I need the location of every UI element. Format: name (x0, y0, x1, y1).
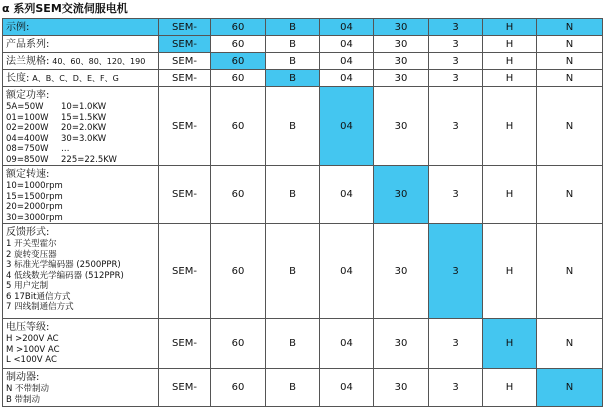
row-label: 电压等级: H >200V AC M >100V AC L <100V AC (3, 319, 159, 369)
code-cell: B (266, 319, 320, 369)
code-cell: 60 (211, 224, 266, 319)
code-cell: 30 (374, 53, 429, 70)
code-cell: 60 (211, 166, 266, 224)
code-cell: 60 (211, 19, 266, 36)
code-cell: H (483, 70, 537, 87)
table-row-flange (3, 53, 603, 70)
code-cell: 3 (429, 166, 483, 224)
code-cell: 60 (211, 87, 266, 166)
code-cell: H (483, 166, 537, 224)
code-cell: B (266, 70, 320, 87)
code-cell: 30 (374, 369, 429, 407)
code-cell: SEM- (159, 319, 211, 369)
code-cell: 30 (374, 36, 429, 53)
row-label: 制动器: N 不带制动 B 带制动 (3, 369, 159, 407)
code-cell: 60 (211, 36, 266, 53)
row-label: 长度: A、B、C、D、E、F、G (3, 70, 159, 87)
model-code-table (2, 18, 603, 407)
code-cell: N (537, 19, 603, 36)
code-cell: N (537, 369, 603, 407)
row-label: 示例: (3, 19, 159, 36)
code-cell: 04 (320, 19, 374, 36)
table-row-feedback (3, 224, 603, 319)
table-row-example (3, 19, 603, 36)
page-title: α 系列SEM交流伺服电机 (2, 2, 128, 15)
code-cell: N (537, 319, 603, 369)
row-label: 产品系列: (3, 36, 159, 53)
code-cell: 04 (320, 224, 374, 319)
code-cell: B (266, 53, 320, 70)
table-row-voltage (3, 319, 603, 369)
table-row-rated-power (3, 87, 603, 166)
code-cell: N (537, 87, 603, 166)
code-cell: N (537, 53, 603, 70)
code-cell: 30 (374, 70, 429, 87)
table-row-product-series (3, 36, 603, 53)
code-cell: B (266, 369, 320, 407)
table-row-rated-speed (3, 166, 603, 224)
code-cell: 3 (429, 53, 483, 70)
code-cell: 3 (429, 70, 483, 87)
code-cell: SEM- (159, 19, 211, 36)
code-cell: SEM- (159, 87, 211, 166)
code-cell: 04 (320, 319, 374, 369)
code-cell: N (537, 166, 603, 224)
code-cell: H (483, 53, 537, 70)
code-cell: N (537, 70, 603, 87)
code-cell: 60 (211, 53, 266, 70)
code-cell: 30 (374, 87, 429, 166)
table-row-length (3, 70, 603, 87)
code-cell: 60 (211, 369, 266, 407)
code-cell: H (483, 87, 537, 166)
row-label: 反馈形式: 1 开关型霍尔 2 旋转变压器 3 标准光学编码器 (2500PPR) 4 低线数光学编码器 (512PPR) 5 用户定制 6 17Bit通信方式 7 四线制通信方式 (3, 224, 159, 319)
code-cell: SEM- (159, 70, 211, 87)
code-cell: SEM- (159, 53, 211, 70)
code-cell: 04 (320, 36, 374, 53)
code-cell: SEM- (159, 36, 211, 53)
code-cell: SEM- (159, 369, 211, 407)
code-cell: 60 (211, 319, 266, 369)
code-cell: B (266, 36, 320, 53)
code-cell: B (266, 224, 320, 319)
code-cell: SEM- (159, 224, 211, 319)
code-cell: 30 (374, 224, 429, 319)
code-cell: 04 (320, 166, 374, 224)
code-cell: 3 (429, 224, 483, 319)
code-cell: N (537, 36, 603, 53)
code-cell: H (483, 224, 537, 319)
code-cell: 04 (320, 70, 374, 87)
code-cell: H (483, 36, 537, 53)
power-options: 5A=50W 10=1.0KW 01=100W 15=1.5KW 02=200W 20=2.0KW 04=400W 30=3.0KW 08=750W … 09=850W 225=22.5KW (6, 102, 117, 165)
code-cell: 30 (374, 166, 429, 224)
code-cell: 04 (320, 53, 374, 70)
code-cell: 3 (429, 369, 483, 407)
code-cell: 04 (320, 87, 374, 166)
code-cell: B (266, 87, 320, 166)
code-cell: 3 (429, 319, 483, 369)
code-cell: 30 (374, 19, 429, 36)
code-cell: 30 (374, 319, 429, 369)
row-label: 额定转速: 10=1000rpm 15=1500rpm 20=2000rpm 30=3000rpm (3, 166, 159, 224)
row-label: 额定功率: 5A=50W 10=1.0KW 01=100W 15=1.5KW 02=200W 20=2.0KW 04=400W 30=3.0KW 08=750W … 09=850W 225=22.5KW (3, 87, 159, 166)
code-cell: N (537, 224, 603, 319)
code-cell: H (483, 19, 537, 36)
code-cell: 3 (429, 19, 483, 36)
code-cell: B (266, 166, 320, 224)
code-cell: 3 (429, 87, 483, 166)
code-cell: 3 (429, 36, 483, 53)
code-cell: B (266, 19, 320, 36)
code-cell: 60 (211, 70, 266, 87)
code-cell: H (483, 319, 537, 369)
table-row-brake (3, 369, 603, 407)
code-cell: 04 (320, 369, 374, 407)
code-cell: H (483, 369, 537, 407)
row-label: 法兰规格: 40、60、80、120、190 (3, 53, 159, 70)
code-cell: SEM- (159, 166, 211, 224)
